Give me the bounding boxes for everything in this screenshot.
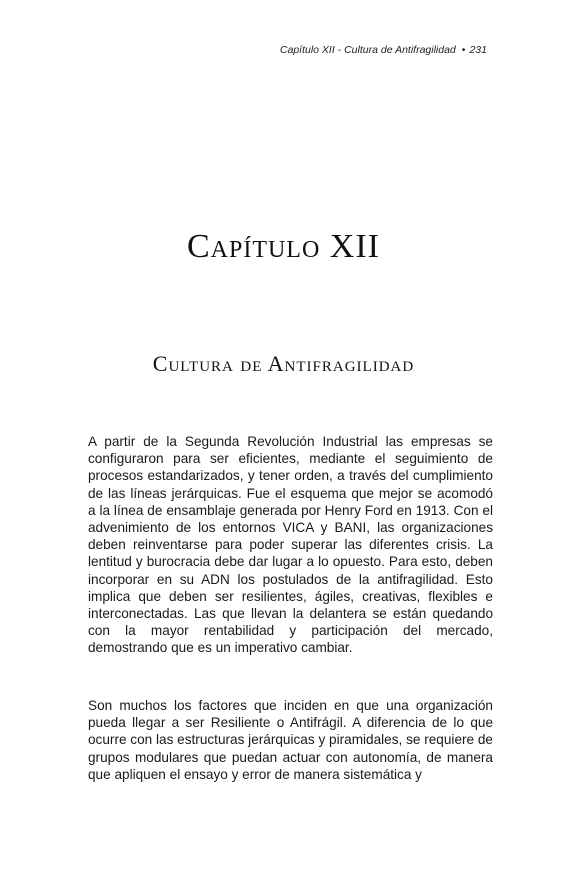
page-number: 231	[469, 44, 487, 56]
running-title: Capítulo XII - Cultura de Antifragilidad	[279, 44, 456, 56]
chapter-title: Capítulo XII	[186, 227, 381, 265]
body-paragraph-1: A partir de la Segunda Revolución Industrial las empresas se configuraron para ser eficientes, mediante el seguimiento de procesos estandarizados, y tener orden, a través del cumplimiento de las líneas jerárquicas. Fue el esquema que mejor se acomodó a la línea de ensamblaje generada por Henry Ford en 1913. Con el advenimiento de los entornos VICA y BANI, las organizaciones deben reinventarse para poder superar las diferentes crisis. La lentitud y burocracia debe dar lugar a lo opuesto. Para esto, deben incorporar en su ADN los postulados de la antifragilidad. Esto implica que deben ser resilientes, ágiles, creativas, flexibles e interconectadas. Las que llevan la delantera se están quedando con la mayor rentabilidad y participación del mercado, demostrando que es un imperativo cambiar.	[88, 434, 493, 656]
body-paragraph-2: Son muchos los factores que inciden en que una organización pueda llegar a ser Resiliente o Antifrágil. A diferencia de lo que ocurre con las estructuras jerárquicas y piramidales, se requiere de grupos modulares que puedan actuar con autonomía, de manera que apliquen el ensayo y error de manera sistemática y	[88, 698, 493, 782]
running-header	[280, 44, 487, 56]
header-bullet: •	[461, 44, 466, 56]
chapter-subtitle: Cultura de Antifragilidad	[152, 351, 415, 377]
